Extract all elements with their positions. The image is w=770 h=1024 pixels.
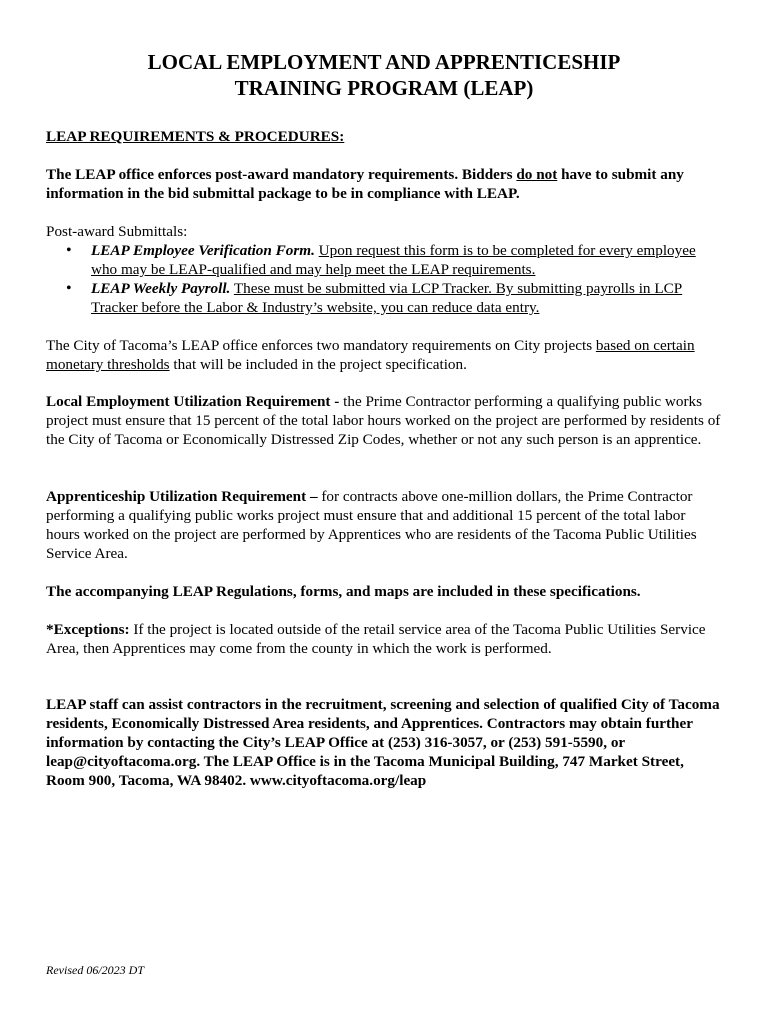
city-text-1: The City of Tacoma’s LEAP office enforces two mandatory requirements on City projects xyxy=(46,337,596,354)
title-line-2: TRAINING PROGRAM (LEAP) xyxy=(234,76,534,100)
exceptions-text: If the project is located outside of the retail service area of the Tacoma Public Utilities Service Area, then Apprentices may come from the county in which the work is performed. xyxy=(46,621,706,657)
list-item xyxy=(46,241,722,279)
intro-text-1: The LEAP office enforces post-award mandatory requirements. Bidders xyxy=(46,166,517,183)
intro-text-2: have to submit any information in the bid submittal package to be in compliance with LEAP. xyxy=(46,166,684,202)
threshold-link-text: based on certain monetary thresholds xyxy=(46,337,695,373)
do-not-emphasis: do not xyxy=(516,166,558,183)
local-employment-text: the Prime Contractor performing a qualifying public works project must ensure that 15 percent of the total labor hours worked on the project are performed by residents of the City of Tacoma or Economically Distressed Zip Codes, whether or not any such person is an apprentice. xyxy=(46,393,721,448)
apprenticeship-label: Apprenticeship Utilization Requirement – xyxy=(46,488,318,505)
city-paragraph xyxy=(46,336,722,374)
local-employment-paragraph xyxy=(46,392,722,449)
post-award-list xyxy=(46,241,722,317)
intro-paragraph xyxy=(46,165,722,203)
city-text-2: that will be included in the project specification. xyxy=(169,356,467,373)
list-item-label: LEAP Weekly Payroll. xyxy=(91,280,231,297)
list-item xyxy=(46,279,722,317)
contact-paragraph: LEAP staff can assist contractors in the recruitment, screening and selection of qualified City of Tacoma residents, Economically Distressed Area residents, and Apprentices. Contractors may obtain further information by contacting the City’s LEAP Office at (253) 316-3057, or (253) 591-5590, or leap@cityoftacoma.org. The LEAP Office is in the Tacoma Municipal Building, 747 Market Street, Room 900, Tacoma, WA 98402. www.cityoftacoma.org/leap xyxy=(46,696,720,789)
apprenticeship-text: for contracts above one-million dollars, the Prime Contractor performing a qualifying public works project must ensure that and additional 15 percent of the total labor hours worked on the project are performed by Apprentices who are residents of the Tacoma Public Utilities Service Area. xyxy=(46,488,697,562)
exceptions-paragraph xyxy=(46,620,722,658)
title-line-1: LOCAL EMPLOYMENT AND APPRENTICESHIP xyxy=(147,50,621,74)
post-award-heading: Post-award Submittals: xyxy=(46,223,188,240)
local-employment-label: Local Employment Utilization Requirement - xyxy=(46,393,340,410)
apprenticeship-paragraph xyxy=(46,487,722,563)
revision-footer: Revised 06/2023 DT xyxy=(46,963,144,977)
list-item-label: LEAP Employee Verification Form. xyxy=(91,242,315,259)
page-title xyxy=(46,49,722,101)
accompanying-note: The accompanying LEAP Regulations, forms, and maps are included in these specifications. xyxy=(46,583,641,600)
exceptions-label: *Exceptions: xyxy=(46,621,130,638)
list-item-text: These must be submitted via LCP Tracker. By submitting payrolls in LCP Tracker before the Labor & Industry’s website, you can reduce data entry. xyxy=(91,280,683,316)
section-heading: LEAP REQUIREMENTS & PROCEDURES: xyxy=(46,128,345,145)
list-item-text: Upon request this form is to be completed for every employee who may be LEAP-qualified and may help meet the LEAP requirements. xyxy=(91,242,696,278)
